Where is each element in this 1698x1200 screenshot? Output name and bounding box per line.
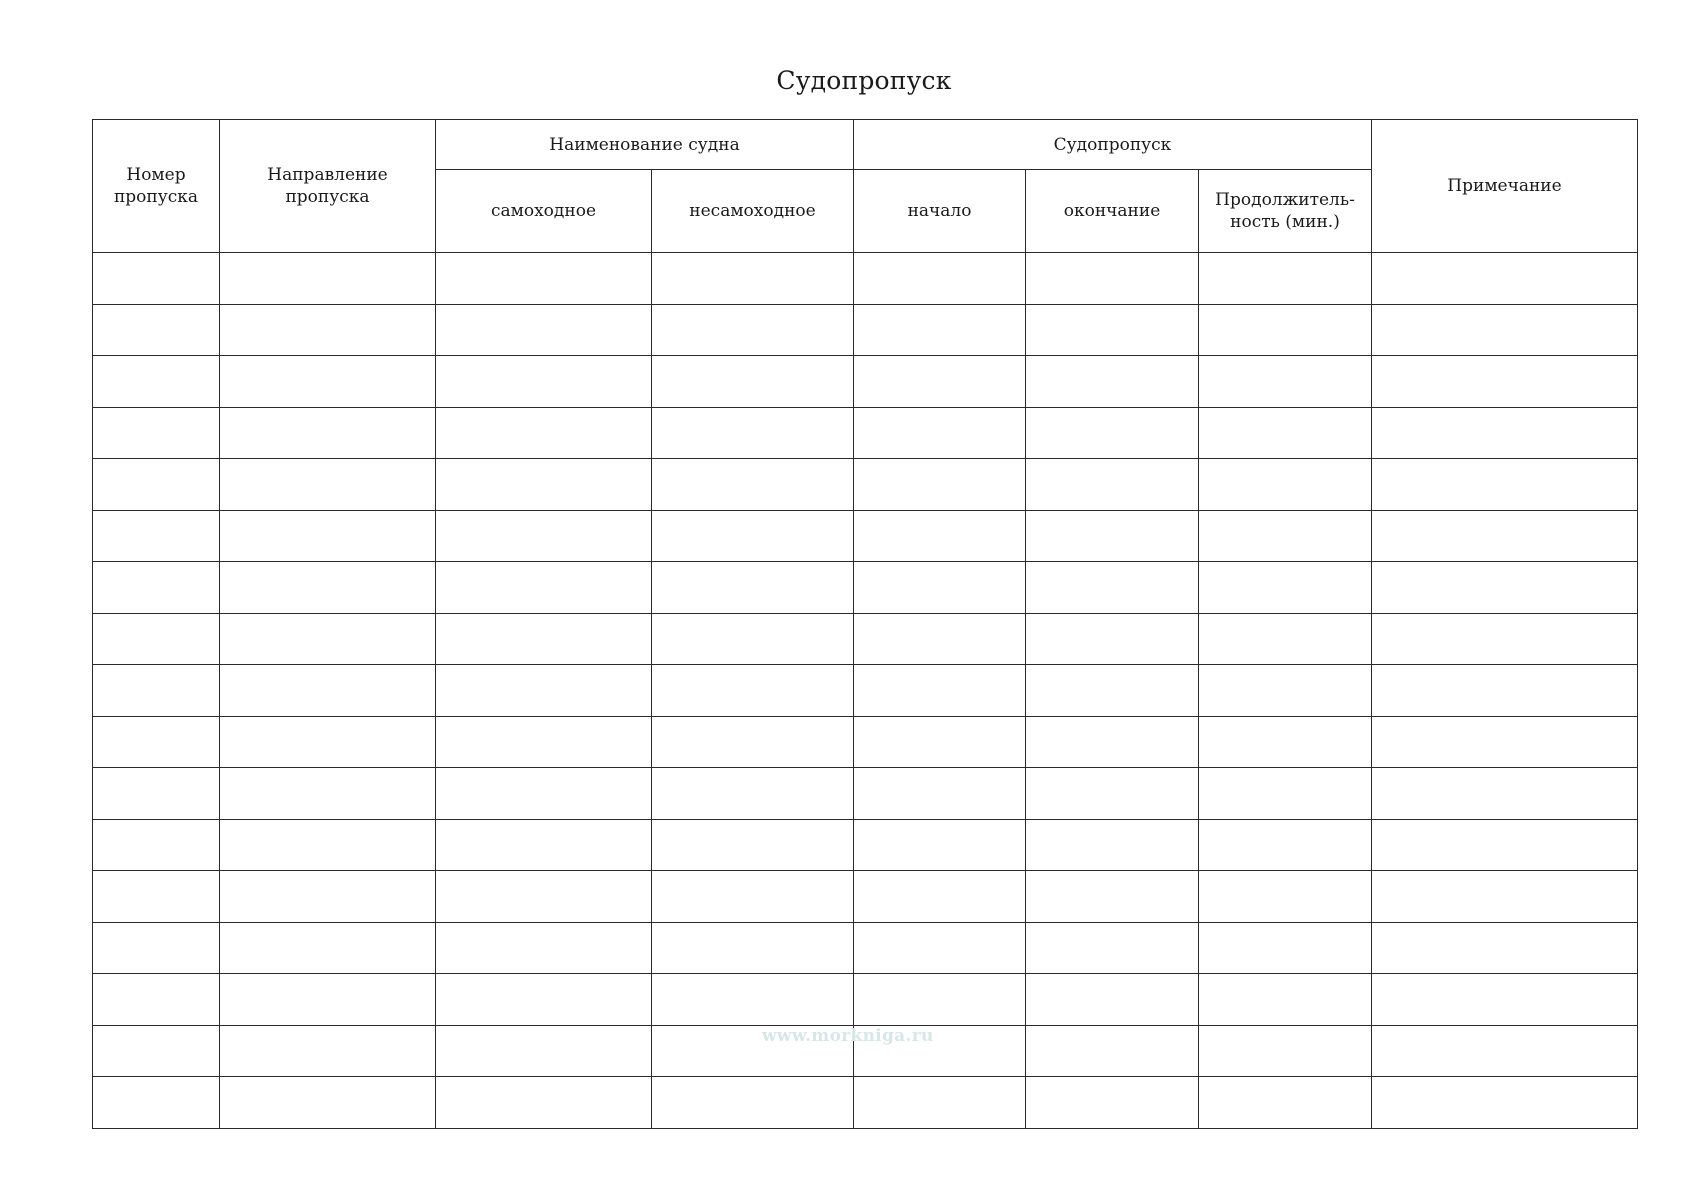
table-cell[interactable] bbox=[1372, 613, 1638, 665]
table-row bbox=[93, 974, 1638, 1026]
table-cell[interactable] bbox=[1199, 768, 1372, 820]
table-cell[interactable] bbox=[93, 922, 220, 974]
table-cell[interactable] bbox=[854, 562, 1026, 614]
table-cell[interactable] bbox=[220, 459, 436, 511]
table-cell[interactable] bbox=[93, 510, 220, 562]
table-cell[interactable] bbox=[1026, 613, 1199, 665]
table-cell[interactable] bbox=[1026, 407, 1199, 459]
table-cell[interactable] bbox=[1372, 407, 1638, 459]
table-cell[interactable] bbox=[220, 356, 436, 408]
table-row bbox=[93, 613, 1638, 665]
table-cell[interactable] bbox=[93, 459, 220, 511]
ship-passage-table bbox=[92, 119, 1638, 1129]
table-cell[interactable] bbox=[436, 510, 652, 562]
table-cell[interactable] bbox=[436, 562, 652, 614]
header-note: Примечание bbox=[1372, 120, 1638, 253]
table-cell[interactable] bbox=[1199, 356, 1372, 408]
table-cell[interactable] bbox=[93, 613, 220, 665]
table-row bbox=[93, 510, 1638, 562]
table-cell[interactable] bbox=[854, 253, 1026, 305]
table-cell[interactable] bbox=[854, 922, 1026, 974]
table-cell[interactable] bbox=[436, 665, 652, 717]
table-cell[interactable] bbox=[1026, 253, 1199, 305]
table-cell[interactable] bbox=[93, 1077, 220, 1129]
table-cell[interactable] bbox=[436, 407, 652, 459]
table-cell[interactable] bbox=[854, 356, 1026, 408]
table-cell[interactable] bbox=[220, 819, 436, 871]
table-cell[interactable] bbox=[1372, 356, 1638, 408]
table-cell[interactable] bbox=[854, 459, 1026, 511]
table-cell[interactable] bbox=[1372, 304, 1638, 356]
header-self-propelled: самоходное bbox=[436, 170, 652, 253]
table-cell[interactable] bbox=[652, 407, 854, 459]
table-cell[interactable] bbox=[1199, 922, 1372, 974]
table-cell[interactable] bbox=[1372, 562, 1638, 614]
table-cell[interactable] bbox=[436, 819, 652, 871]
table-cell[interactable] bbox=[436, 253, 652, 305]
table-cell[interactable] bbox=[436, 716, 652, 768]
header-duration: Продолжитель-ность (мин.) bbox=[1199, 170, 1372, 253]
table-cell[interactable] bbox=[436, 356, 652, 408]
table-cell[interactable] bbox=[1372, 768, 1638, 820]
table-cell[interactable] bbox=[220, 304, 436, 356]
table-cell[interactable] bbox=[1026, 819, 1199, 871]
table-row bbox=[93, 768, 1638, 820]
table-cell[interactable] bbox=[1026, 459, 1199, 511]
table-cell[interactable] bbox=[854, 871, 1026, 923]
table-cell[interactable] bbox=[93, 871, 220, 923]
table-row bbox=[93, 407, 1638, 459]
table-cell[interactable] bbox=[652, 562, 854, 614]
table-cell[interactable] bbox=[854, 1077, 1026, 1129]
table-cell[interactable] bbox=[220, 407, 436, 459]
table-cell[interactable] bbox=[1199, 562, 1372, 614]
table-cell[interactable] bbox=[1199, 819, 1372, 871]
table-cell[interactable] bbox=[1199, 613, 1372, 665]
table-cell[interactable] bbox=[652, 871, 854, 923]
table-cell[interactable] bbox=[436, 459, 652, 511]
table-cell[interactable] bbox=[220, 871, 436, 923]
table-cell[interactable] bbox=[854, 510, 1026, 562]
table-cell[interactable] bbox=[93, 304, 220, 356]
table-cell[interactable] bbox=[93, 562, 220, 614]
table-row bbox=[93, 819, 1638, 871]
header-direction: Направление пропуска bbox=[220, 120, 436, 253]
table-cell[interactable] bbox=[93, 974, 220, 1026]
table-cell[interactable] bbox=[1026, 562, 1199, 614]
table-cell[interactable] bbox=[436, 613, 652, 665]
table-cell[interactable] bbox=[93, 716, 220, 768]
table-cell[interactable] bbox=[1199, 407, 1372, 459]
table-row bbox=[93, 922, 1638, 974]
table-cell[interactable] bbox=[854, 613, 1026, 665]
table-cell[interactable] bbox=[652, 304, 854, 356]
table-cell[interactable] bbox=[436, 1077, 652, 1129]
table-cell[interactable] bbox=[854, 768, 1026, 820]
table-cell[interactable] bbox=[1199, 1077, 1372, 1129]
table-cell[interactable] bbox=[1026, 974, 1199, 1026]
table-cell[interactable] bbox=[1372, 1025, 1638, 1077]
table-cell[interactable] bbox=[652, 613, 854, 665]
table-cell[interactable] bbox=[652, 716, 854, 768]
table-cell[interactable] bbox=[1026, 665, 1199, 717]
table-cell[interactable] bbox=[436, 922, 652, 974]
table-cell[interactable] bbox=[1372, 1077, 1638, 1129]
table-row bbox=[93, 253, 1638, 305]
table-cell[interactable] bbox=[93, 253, 220, 305]
table-cell[interactable] bbox=[1026, 922, 1199, 974]
table-cell[interactable] bbox=[854, 665, 1026, 717]
table-cell[interactable] bbox=[1372, 716, 1638, 768]
table-cell[interactable] bbox=[436, 871, 652, 923]
table-cell[interactable] bbox=[652, 922, 854, 974]
table-row bbox=[93, 304, 1638, 356]
table-cell[interactable] bbox=[652, 974, 854, 1026]
table-cell[interactable] bbox=[220, 1077, 436, 1129]
table-cell[interactable] bbox=[1372, 819, 1638, 871]
table-body bbox=[93, 253, 1638, 1129]
table-row bbox=[93, 871, 1638, 923]
table-cell[interactable] bbox=[220, 510, 436, 562]
table-cell[interactable] bbox=[854, 716, 1026, 768]
table-cell[interactable] bbox=[652, 356, 854, 408]
table-cell[interactable] bbox=[1026, 871, 1199, 923]
table-cell[interactable] bbox=[220, 253, 436, 305]
table-row bbox=[93, 562, 1638, 614]
table-cell[interactable] bbox=[220, 768, 436, 820]
table-cell[interactable] bbox=[1199, 304, 1372, 356]
table-cell[interactable] bbox=[1199, 1025, 1372, 1077]
table-cell[interactable] bbox=[1026, 716, 1199, 768]
table-cell[interactable] bbox=[436, 1025, 652, 1077]
header-number: Номер пропуска bbox=[93, 120, 220, 253]
header-vessel-name: Наименование судна bbox=[436, 120, 854, 170]
table-cell[interactable] bbox=[220, 974, 436, 1026]
table-cell[interactable] bbox=[1026, 1025, 1199, 1077]
table-cell[interactable] bbox=[1026, 356, 1199, 408]
table-cell[interactable] bbox=[1372, 922, 1638, 974]
table-cell[interactable] bbox=[1372, 510, 1638, 562]
table-cell[interactable] bbox=[652, 665, 854, 717]
table-cell[interactable] bbox=[1199, 510, 1372, 562]
table-cell[interactable] bbox=[220, 665, 436, 717]
table-cell[interactable] bbox=[652, 819, 854, 871]
table-cell[interactable] bbox=[1199, 974, 1372, 1026]
watermark: www.morkniga.ru bbox=[762, 1026, 934, 1046]
table-cell[interactable] bbox=[1026, 768, 1199, 820]
table-cell[interactable] bbox=[220, 716, 436, 768]
table-cell[interactable] bbox=[854, 407, 1026, 459]
header-start: начало bbox=[854, 170, 1026, 253]
table-cell[interactable] bbox=[220, 1025, 436, 1077]
table-cell[interactable] bbox=[1199, 459, 1372, 511]
table-cell[interactable] bbox=[1199, 871, 1372, 923]
page-title: Судопропуск bbox=[776, 66, 952, 95]
table-cell[interactable] bbox=[652, 459, 854, 511]
table-cell[interactable] bbox=[652, 510, 854, 562]
table-cell[interactable] bbox=[1372, 974, 1638, 1026]
table-row bbox=[93, 459, 1638, 511]
table-cell[interactable] bbox=[93, 356, 220, 408]
table-row bbox=[93, 356, 1638, 408]
table-cell[interactable] bbox=[854, 974, 1026, 1026]
table-cell[interactable] bbox=[93, 665, 220, 717]
table-cell[interactable] bbox=[1372, 871, 1638, 923]
table-cell[interactable] bbox=[652, 768, 854, 820]
table-cell[interactable] bbox=[1372, 665, 1638, 717]
table-cell[interactable] bbox=[93, 768, 220, 820]
table-cell[interactable] bbox=[652, 253, 854, 305]
header-end: окончание bbox=[1026, 170, 1199, 253]
table-row bbox=[93, 665, 1638, 717]
table-cell[interactable] bbox=[93, 819, 220, 871]
table-cell[interactable] bbox=[1199, 716, 1372, 768]
table-cell[interactable] bbox=[1026, 510, 1199, 562]
table-row bbox=[93, 716, 1638, 768]
table-row bbox=[93, 1077, 1638, 1129]
table-cell[interactable] bbox=[436, 768, 652, 820]
table-cell[interactable] bbox=[652, 1077, 854, 1129]
table-cell[interactable] bbox=[1199, 253, 1372, 305]
table-cell[interactable] bbox=[1372, 459, 1638, 511]
table-cell[interactable] bbox=[93, 407, 220, 459]
table-cell[interactable] bbox=[854, 819, 1026, 871]
table-cell[interactable] bbox=[436, 304, 652, 356]
table-cell[interactable] bbox=[1026, 1077, 1199, 1129]
header-non-self-propelled: несамоходное bbox=[652, 170, 854, 253]
table-cell[interactable] bbox=[220, 922, 436, 974]
table-cell[interactable] bbox=[1199, 665, 1372, 717]
table-cell[interactable] bbox=[220, 562, 436, 614]
table-cell[interactable] bbox=[1026, 304, 1199, 356]
table-cell[interactable] bbox=[1372, 253, 1638, 305]
table-cell[interactable] bbox=[854, 304, 1026, 356]
table-cell[interactable] bbox=[93, 1025, 220, 1077]
header-passage: Судопропуск bbox=[854, 120, 1372, 170]
table-cell[interactable] bbox=[436, 974, 652, 1026]
table-cell[interactable] bbox=[220, 613, 436, 665]
